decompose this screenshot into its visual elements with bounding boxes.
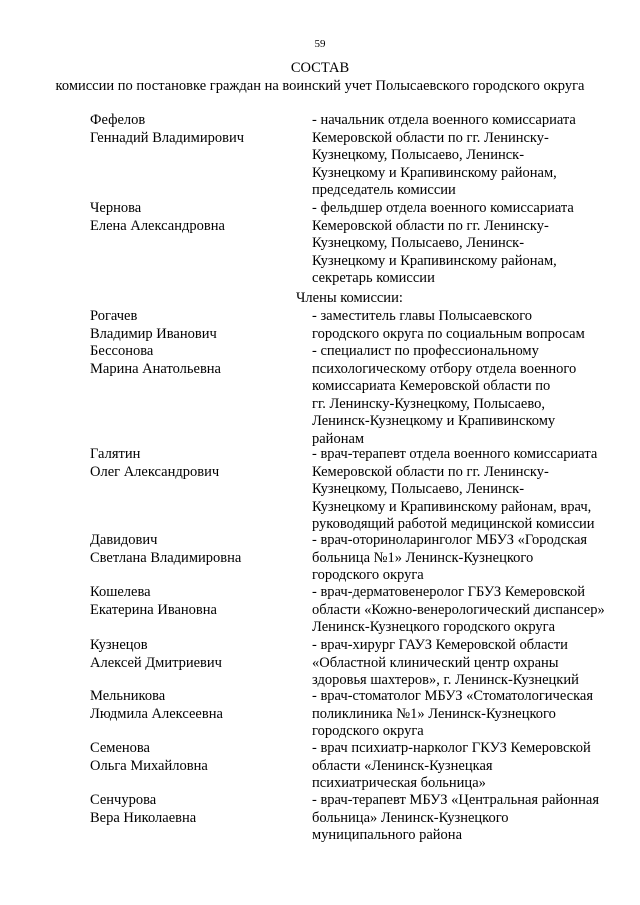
person-name [90, 584, 300, 619]
description-line: комиссариата Кемеровской области по [312, 378, 551, 394]
description-line: Кемеровской области по гг. Ленинску- [312, 463, 549, 480]
description-line: муниципального района [312, 827, 462, 843]
person-name [90, 637, 300, 672]
surname: Сенчурова [90, 792, 157, 808]
surname: Фефелов [90, 112, 146, 128]
position-description [312, 584, 632, 637]
person-name [90, 446, 300, 481]
given-names: Марина Анатольевна [90, 360, 221, 377]
position-description [312, 740, 632, 793]
position-description [312, 308, 632, 343]
description-line: секретарь комиссии [312, 270, 435, 286]
surname: Семенова [90, 740, 150, 756]
description-line: - специалист по профессиональному [312, 343, 539, 359]
description-line: «Областной клинический центр охраны [312, 654, 559, 671]
position-description [312, 446, 632, 534]
description-line: Кузнецкому и Крапивинскому районам, врач, [312, 498, 592, 515]
description-line: Кузнецкому, Полысаево, Ленинск- [312, 235, 525, 251]
members-heading: Члены комиссии: [296, 290, 403, 306]
given-names: Геннадий Владимирович [90, 129, 245, 146]
given-names: Елена Александровна [90, 217, 225, 234]
position-description [312, 532, 632, 585]
given-names: Екатерина Ивановна [90, 601, 217, 618]
description-line: Кузнецкому, Полысаево, Ленинск- [312, 481, 525, 497]
description-line: городского округа [312, 723, 424, 739]
given-names: Владимир Иванович [90, 325, 217, 342]
description-line: - врач-терапевт МБУЗ «Центральная районная [312, 792, 600, 808]
description-line: области «Ленинск-Кузнецкая [312, 757, 493, 774]
position-description [312, 637, 632, 690]
person-name [90, 532, 300, 567]
description-line: Ленинск-Кузнецкому и Крапивинскому [312, 413, 556, 429]
given-names: Олег Александрович [90, 463, 220, 480]
surname: Чернова [90, 200, 142, 216]
position-description [312, 200, 632, 288]
position-description [312, 112, 632, 200]
description-line: - врач-оториноларинголог МБУЗ «Городская [312, 532, 588, 548]
description-line: Кузнецкому, Полысаево, Ленинск- [312, 147, 525, 163]
description-line: Ленинск-Кузнецкого городского округа [312, 619, 556, 635]
description-line: - заместитель главы Полысаевского [312, 308, 533, 324]
description-line: - врач-дерматовенеролог ГБУЗ Кемеровской [312, 584, 586, 600]
person-name [90, 792, 300, 827]
description-line: - врач-хирург ГАУЗ Кемеровской области [312, 637, 568, 653]
given-names: Светлана Владимировна [90, 549, 242, 566]
surname: Галятин [90, 446, 141, 462]
person-name [90, 740, 300, 775]
person-name [90, 343, 300, 378]
description-line: городского округа по социальным вопросам [312, 325, 585, 342]
description-line: психологическому отбору отдела военного [312, 360, 577, 377]
description-line: городского округа [312, 567, 424, 583]
surname: Кузнецов [90, 637, 148, 653]
description-line: гг. Ленинску-Кузнецкому, Полысаево, [312, 395, 545, 412]
surname: Рогачев [90, 308, 138, 324]
position-description [312, 343, 632, 448]
surname: Кошелева [90, 584, 151, 600]
description-line: - врач-терапевт отдела военного комиссариата [312, 446, 598, 462]
person-name [90, 308, 300, 343]
description-line: психиатрическая больница» [312, 775, 486, 791]
description-line: - начальник отдела военного комиссариата [312, 112, 576, 128]
surname: Давидович [90, 532, 158, 548]
description-line: Кузнецкому и Крапивинскому районам, [312, 164, 557, 181]
description-line: больница №1» Ленинск-Кузнецкого [312, 549, 534, 566]
page-number: 59 [314, 38, 326, 50]
given-names: Вера Николаевна [90, 809, 197, 826]
document-subtitle: комиссии по постановке граждан на воинский учет Полысаевского городского округа [55, 78, 585, 94]
position-description [312, 688, 632, 741]
surname: Бессонова [90, 343, 154, 359]
description-line: - врач-стоматолог МБУЗ «Стоматологическая [312, 688, 593, 704]
description-line: Кемеровской области по гг. Ленинску- [312, 217, 549, 234]
person-name [90, 112, 300, 147]
surname: Мельникова [90, 688, 166, 704]
description-line: - врач психиатр-нарколог ГКУЗ Кемеровской [312, 740, 591, 756]
description-line: Кузнецкому и Крапивинскому районам, [312, 252, 557, 269]
description-line: - фельдшер отдела военного комиссариата [312, 200, 574, 216]
description-line: области «Кожно-венерологический диспансер» [312, 601, 605, 618]
description-line: руководящий работой медицинской комиссии [312, 516, 595, 532]
document-title: СОСТАВ [290, 60, 350, 76]
description-line: больница» Ленинск-Кузнецкого [312, 809, 509, 826]
given-names: Людмила Алексеевна [90, 705, 223, 722]
description-line: Кемеровской области по гг. Ленинску- [312, 129, 549, 146]
description-line: поликлиника №1» Ленинск-Кузнецкого [312, 705, 556, 722]
description-line: здоровья шахтеров», г. Ленинск-Кузнецкий [312, 672, 579, 688]
description-line: районам [312, 430, 365, 447]
description-line: председатель комиссии [312, 182, 456, 198]
person-name [90, 200, 300, 235]
person-name [90, 688, 300, 723]
given-names: Ольга Михайловна [90, 757, 208, 774]
position-description [312, 792, 632, 845]
given-names: Алексей Дмитриевич [90, 654, 222, 671]
